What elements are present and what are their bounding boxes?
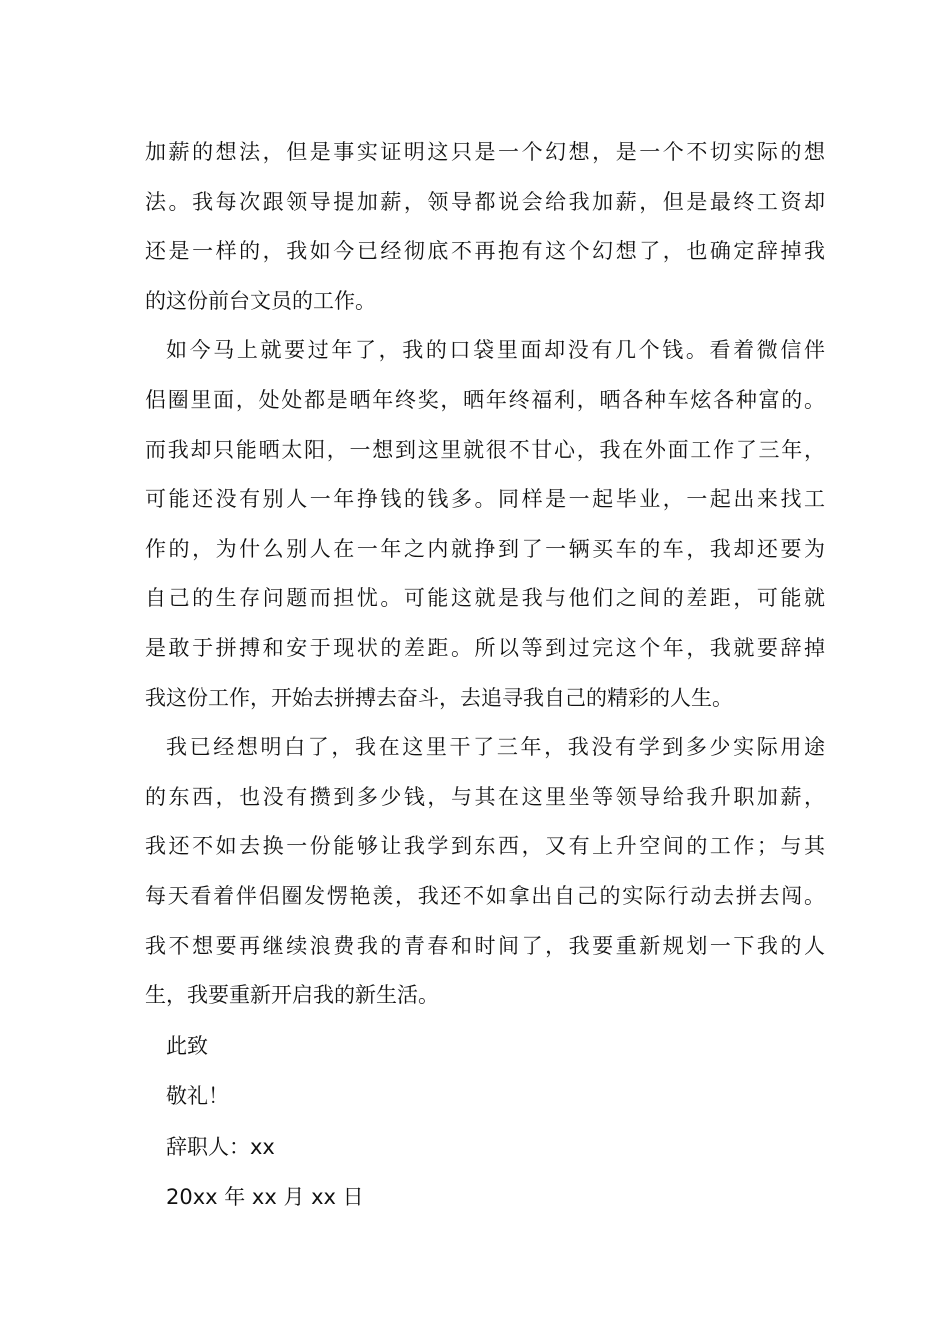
salutation: 此致 [166,1033,208,1058]
text-line: 法。我每次跟领导提加薪，领导都说会给我加薪，但是最终工资却 [145,189,825,214]
text-line: 而我却只能晒太阳，一想到这里就很不甘心，我在外面工作了三年， [145,437,825,462]
regards: 敬礼！ [166,1084,229,1109]
text-line: 我还不如去换一份能够让我学到东西，又有上升空间的工作；与其 [145,834,825,859]
text-line: 生，我要重新开启我的新生活。 [145,983,439,1008]
text-line: 如今马上就要过年了，我的口袋里面却没有几个钱。看着微信伴 [166,338,825,363]
text-line: 是敢于拼搏和安于现状的差距。所以等到过完这个年，我就要辞掉 [145,635,825,660]
text-line: 加薪的想法，但是事实证明这只是一个幻想，是一个不切实际的想 [145,140,825,164]
text-line: 可能还没有别人一年挣钱的钱多。同样是一起毕业，一起出来找工 [145,487,825,512]
text-line: 的东西，也没有攒到多少钱，与其在这里坐等领导给我升职加薪， [145,784,825,809]
date: 20xx 年 xx 月 xx 日 [166,1185,364,1210]
paragraph-3 [145,723,825,1021]
text-line: 我这份工作，开始去拼搏去奋斗，去追寻我自己的精彩的人生。 [145,685,733,710]
letter-closing [145,1021,825,1223]
paragraph-2 [145,326,825,723]
signer: 辞职人：xx [166,1134,275,1159]
text-line: 自己的生存问题而担忧。可能这就是我与他们之间的差距，可能就 [145,586,825,611]
text-line: 我不想要再继续浪费我的青春和时间了，我要重新规划一下我的人 [145,933,825,958]
text-line: 侣圈里面，处处都是晒年终奖，晒年终福利，晒各种车炫各种富的。 [145,387,825,412]
text-line: 每天看着伴侣圈发愣艳羡，我还不如拿出自己的实际行动去拼去闯。 [145,883,825,908]
letter-body [145,128,825,1223]
text-line: 还是一样的，我如今已经彻底不再抱有这个幻想了，也确定辞掉我 [145,239,825,264]
text-line: 我已经想明白了，我在这里干了三年，我没有学到多少实际用途 [166,735,825,760]
text-line: 的这份前台文员的工作。 [145,288,376,313]
text-line: 作的，为什么别人在一年之内就挣到了一辆买车的车，我却还要为 [145,536,825,561]
paragraph-1 [145,128,825,326]
